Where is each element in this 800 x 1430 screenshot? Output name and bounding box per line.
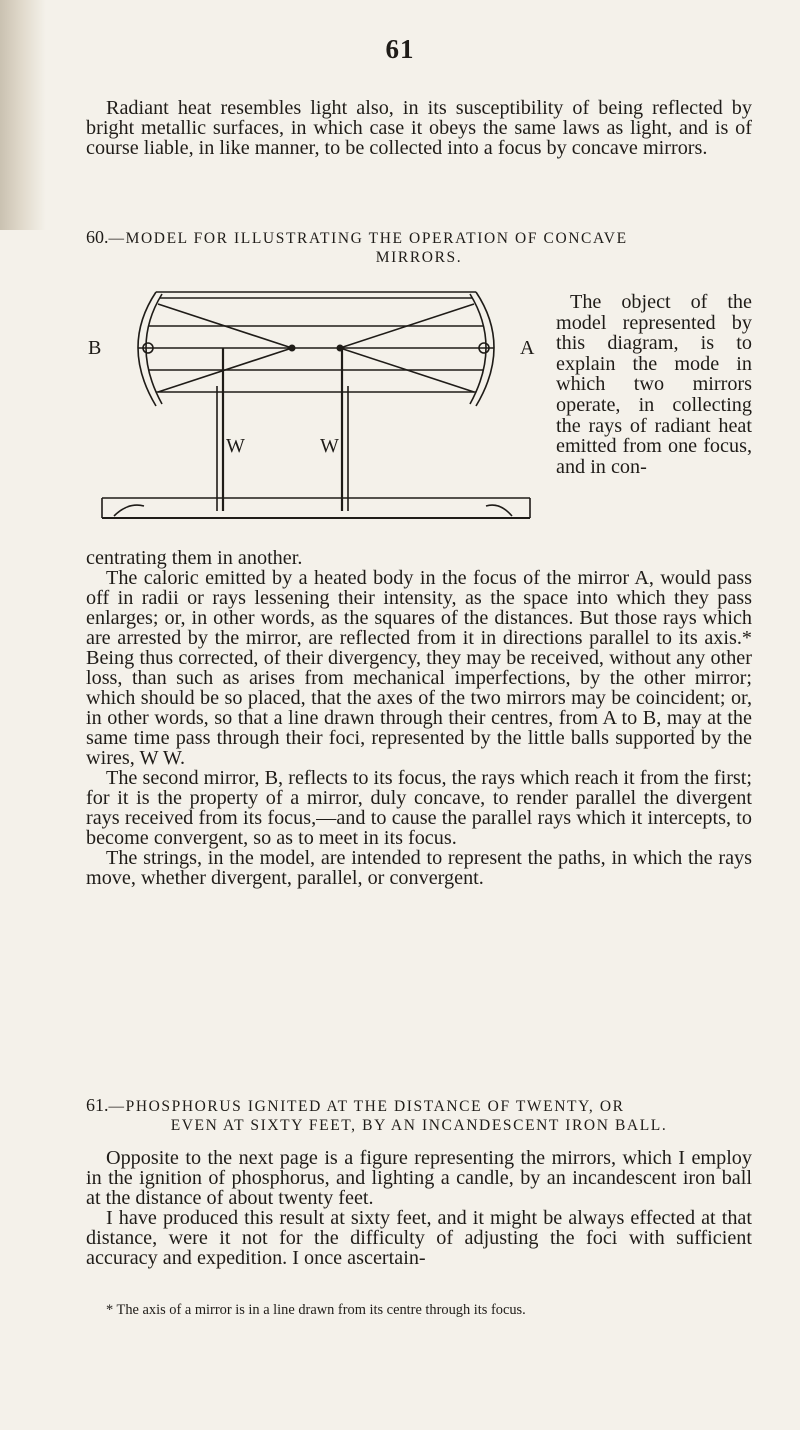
section-61-body [86,1148,752,1268]
figure-side-text [556,292,752,477]
section-60-heading-line2: MIRRORS. [375,249,463,266]
section-61-heading [86,1096,752,1135]
intro-paragraph: Radiant heat resembles light also, in its susceptibility of being reflected by bright metallic surfaces, in which case it obeys the same laws as light, and is of course liable, in like manner, to be collected into a focus by concave mirrors. [86,97,752,159]
section-61-heading-line2: EVEN AT SIXTY FEET, BY AN INCANDESCENT IRON BALL. [170,1117,668,1134]
section-60-heading-line1: —MODEL FOR ILLUSTRATING THE OPERATION OF CONCAVE [108,230,628,247]
focus-ball-right [337,345,344,352]
concave-mirrors-diagram [86,286,546,546]
section-61-heading-line1: —PHOSPHORUS IGNITED AT THE DISTANCE OF TWENTY, OR [108,1098,625,1115]
section-60-side-paragraph: The object of the model represented by this diagram, is to explain the mode in which two mirrors operate, in collecting the rays of radiant heat emitted from one focus, and in con- [556,291,752,478]
section-61-number: 61. [86,1095,109,1115]
section-61-paragraph-1: Opposite to the next page is a figure representing the mirrors, which I employ in the ignition of phosphorus, and lighting a candle, by an incandescent iron ball at the distance of about twenty feet. [86,1147,752,1209]
mirror-a-label: A [520,337,535,359]
focus-ball-left [289,345,296,352]
mirrors-diagram-svg [86,286,546,546]
section-60-paragraph-3: The second mirror, B, reflects to its focus, the rays which reach it from the first; for it is the property of a mirror, duly concave, to render parallel the divergent rays received from its focus,—and to cause the parallel rays which it intercepts, to become convergent, so as to meet in its focus. [86,767,752,849]
intro-text [86,98,752,158]
section-60-paragraph-2: The caloric emitted by a heated body in the focus of the mirror A, would pass off in radii or rays lessening their intensity, as the space into which they pass enlarges; or, in other words, as the squares of the distances. But those rays which are arrested by the mirror, are reflected from it in directions parallel to its axis.* Being thus corrected, of their divergency, they may be received, without any other loss, than such as arises from mechanical imperfections, by the other mirror; which should be so placed, that the axes of the two mirrors may be coincident; or, in other words, so that a line drawn through their centres, from A to B, may at the same time pass through their foci, represented by the little balls supported by the wires, W W. [86,567,752,769]
page-number: 61 [385,34,415,64]
section-60-paragraph-4: The strings, in the model, are intended to represent the paths, in which the rays move, whether divergent, parallel, or convergent. [86,847,752,889]
wire-w-left-label: W [226,435,245,457]
section-60-body [86,548,752,888]
section-60-heading [86,228,752,267]
section-61-paragraph-2: I have produced this result at sixty feet, and it might be always effected at that distance, were it not for the difficulty of adjusting the foci with sufficient accuracy and expedition. I once ascertain- [86,1207,752,1269]
mirror-b-label: B [88,337,102,359]
wire-w-right-label: W [320,435,339,457]
section-60-continuation: centrating them in another. [86,547,303,569]
section-60-number: 60. [86,227,109,247]
footnote: * The axis of a mirror is in a line drawn from its centre through its focus. [106,1302,526,1318]
